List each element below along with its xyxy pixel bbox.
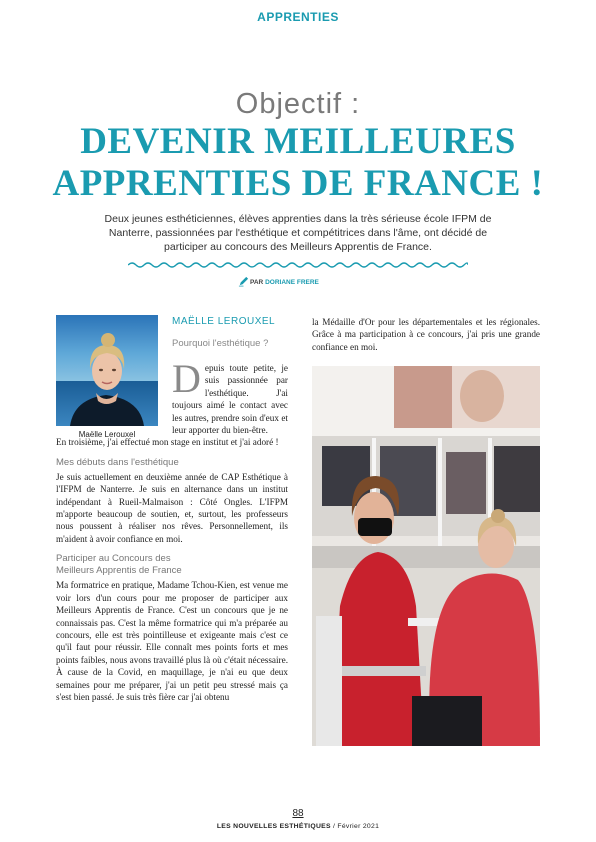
question-3 — [56, 553, 288, 577]
byline-author: DORIANE FRERE — [265, 279, 319, 286]
answer-2: Je suis actuellement en deuxième année de CAP Esthétique à l'IFPM de Nanterre. Je suis en alternance dans un institut indépendant à Rueil-Malmaison : Côté Ongles. L'IFPM m'apporte beaucoup de soutien, et, surtout, les professeurs nous poussent à réaliser nos rêves. Personnellement, ils m'aident à avoir confiance en moi. — [56, 471, 288, 544]
answer-1-tail: En troisième, j'ai effectué mon stage en institut et j'ai adoré ! — [56, 437, 279, 448]
left-column-text — [56, 356, 288, 703]
footer — [0, 823, 596, 830]
byline — [250, 279, 319, 286]
title-line-2: APPRENTIES DE FRANCE ! — [52, 163, 544, 204]
question-1: Pourquoi l'esthétique ? — [172, 338, 269, 349]
wave-divider — [128, 260, 468, 270]
magazine-name: LES NOUVELLES ESTHÉTIQUES — [216, 823, 331, 830]
salon-photo — [312, 366, 540, 746]
answer-3-continued: la Médaille d'Or pour les départementales et les régionales. Grâce à ma participation à ce concours, j'ai pris une grande confiance en moi. — [312, 317, 540, 352]
interviewee-name: MAËLLE LEROUXEL — [172, 316, 276, 327]
title-prefix: Objectif : — [235, 88, 361, 120]
answer-3: Ma formatrice en pratique, Madame Tchou-Kien, est venue me voir lors d'un cours pour me proposer de participer aux Meilleurs Apprentis de France. C'est un concours que je ne connaissais pas. C'est la même formatrice qui m'a préparée au concours, elle est très pointilleuse et exigeante mais c'est ce qu'il faut pour réussir. Elle connaît mes points forts et mes points faibles, nous avons travaillé plus là où c'était nécessaire. À cause de la Covid, en maquillage, je n'ai eu que deux semaines pour me préparer, j'ai un petit peu stressé mais ça s'est bien passé. Je suis très fière car j'ai obtenu — [56, 580, 288, 702]
pen-icon — [238, 276, 249, 287]
question-2: Mes débuts dans l'esthétique — [56, 456, 179, 468]
portrait-caption: Maëlle Lerouxel — [78, 430, 136, 439]
answer-1-wrap: epuis toute petite, je suis passionnée par l'esthétique. J'ai toujours aimé le contact avec les autres, prendre soin d'eux et leur apporter du bien-être. — [172, 363, 288, 436]
page-number: 88 — [292, 808, 304, 819]
section-label: APPRENTIES — [257, 10, 339, 24]
title-line-1: DEVENIR MEILLEURES — [80, 121, 516, 162]
question-3-line-1: Participer au Concours des — [56, 553, 171, 565]
question-3-line-2: Meilleurs Apprentis de France — [56, 565, 182, 577]
answer-1 — [56, 356, 288, 436]
byline-prefix: PAR — [250, 279, 266, 286]
intro-paragraph: Deux jeunes esthéticiennes, élèves apprenties dans la très sérieuse école IFPM de Nanterre, passionnées par l'esthétique et compétitrices dans l'âme, ont décidé de participer au concours des Meilleurs Apprentis de France. — [104, 213, 492, 253]
drop-cap: D — [172, 356, 201, 401]
issue-date: / Février 2021 — [330, 823, 380, 830]
